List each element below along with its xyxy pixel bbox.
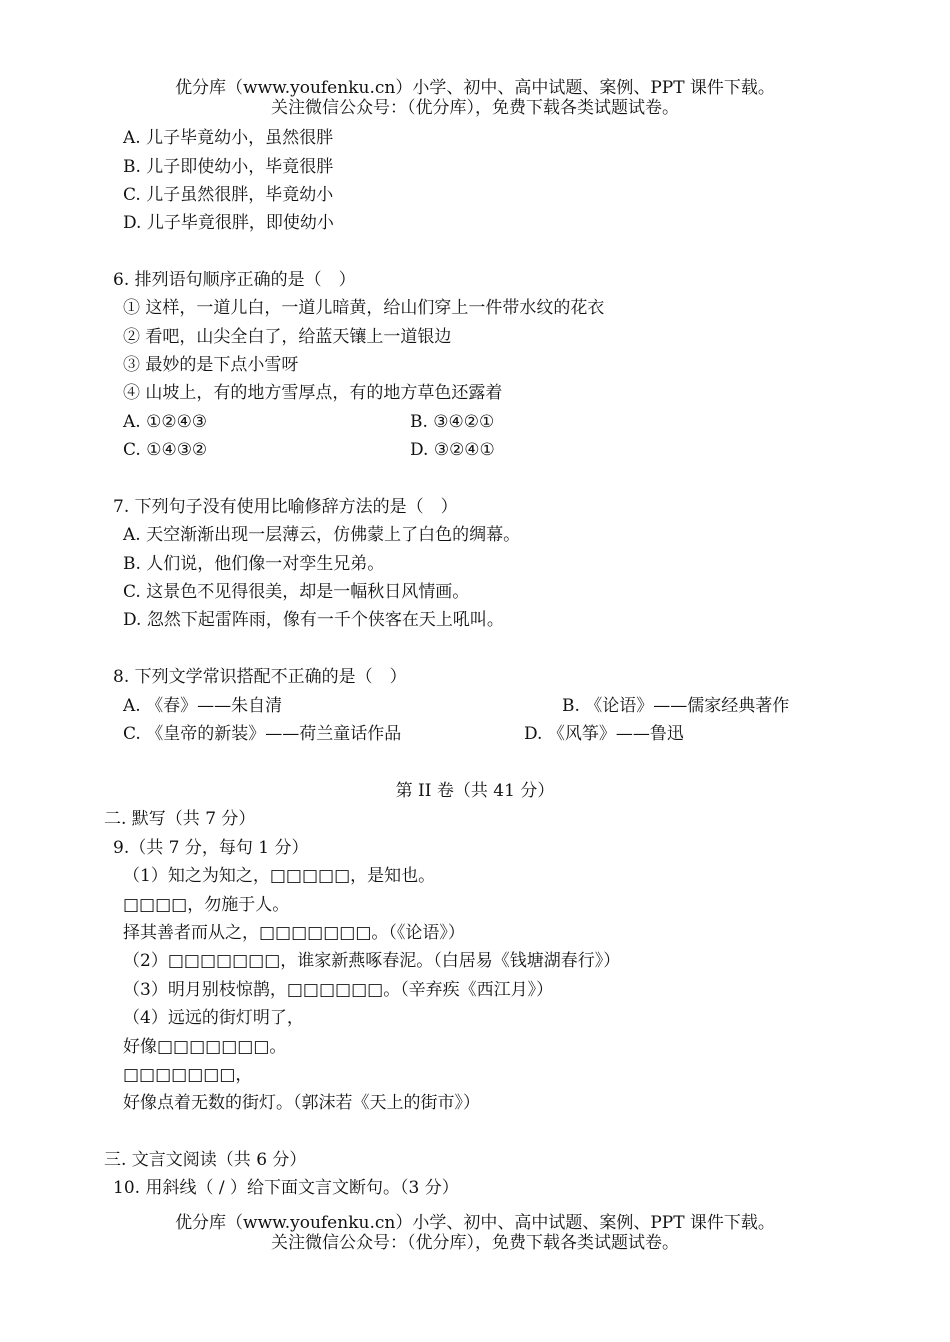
q6-sentence-4: ④ 山坡上，有的地方雪厚点，有的地方草色还露着 <box>123 383 503 403</box>
q9-line-9: 好像点着无数的街灯。（郭沫若《天上的街市》） <box>123 1093 480 1113</box>
q8-title: 8. 下列文学常识搭配不正确的是（ ） <box>113 667 407 687</box>
q7-option-a: A. 天空渐渐出现一层薄云，仿佛蒙上了白色的绸幕。 <box>123 525 521 545</box>
q9-line-8: □□□□□□□， <box>123 1065 253 1085</box>
q6-sentence-2: ② 看吧，山尖全白了，给蓝天镶上一道银边 <box>123 327 452 347</box>
q5-option-d: D. 儿子毕竟很胖，即使幼小 <box>123 213 334 233</box>
q5-option-c: C. 儿子虽然很胖，毕竟幼小 <box>123 185 334 205</box>
q9-line-4: （2）□□□□□□□，谁家新燕啄春泥。（白居易《钱塘湖春行》） <box>123 951 621 971</box>
q9-line-2: □□□□，勿施于人。 <box>123 895 290 915</box>
q7-option-c: C. 这景色不见得很美，却是一幅秋日风情画。 <box>123 582 470 602</box>
q10-title: 10. 用斜线（ / ）给下面文言文断句。（3 分） <box>113 1178 459 1198</box>
q7-option-b: B. 人们说，他们像一对孪生兄弟。 <box>123 554 385 574</box>
footer-line-2: 关注微信公众号：（优分库），免费下载各类试题试卷。 <box>271 1233 679 1253</box>
q6-option-c: C. ①④③② <box>123 440 208 460</box>
q9-line-1: （1）知之为知之，□□□□□，是知也。 <box>123 866 436 886</box>
section2-title: 二. 默写（共 7 分） <box>104 809 256 829</box>
header-line-1: 优分库（www.youfenku.cn）小学、初中、高中试题、案例、PPT 课件下载。 <box>175 78 775 98</box>
q5-option-a: A. 儿子毕竟幼小，虽然很胖 <box>123 128 334 148</box>
q6-option-a: A. ①②④③ <box>123 412 208 432</box>
q9-line-6: （4）远远的街灯明了， <box>123 1008 304 1028</box>
q6-sentence-1: ① 这样，一道儿白，一道儿暗黄，给山们穿上一件带水纹的花衣 <box>123 298 605 318</box>
footer-line-1: 优分库（www.youfenku.cn）小学、初中、高中试题、案例、PPT 课件下载。 <box>175 1213 775 1233</box>
q7-option-d: D. 忽然下起雷阵雨，像有一千个侠客在天上吼叫。 <box>123 610 504 630</box>
section3-title: 三. 文言文阅读（共 6 分） <box>104 1150 307 1170</box>
q6-sentence-3: ③ 最妙的是下点小雪呀 <box>123 355 299 375</box>
q9-line-3: 择其善者而从之，□□□□□□□。（《论语》） <box>123 923 465 943</box>
q9-line-5: （3）明月别枝惊鹊，□□□□□□。（辛弃疾《西江月》） <box>123 980 554 1000</box>
q7-title: 7. 下列句子没有使用比喻修辞方法的是（ ） <box>113 497 458 517</box>
q5-option-b: B. 儿子即使幼小，毕竟很胖 <box>123 157 334 177</box>
q8-option-c: C. 《皇帝的新装》——荷兰童话作品 <box>123 724 402 744</box>
q9-line-7: 好像□□□□□□□。 <box>123 1037 287 1057</box>
q8-option-d: D. 《风筝》——鲁迅 <box>524 724 684 744</box>
part2-title: 第 II 卷（共 41 分） <box>395 781 555 801</box>
q8-option-b: B. 《论语》——儒家经典著作 <box>562 696 790 716</box>
q6-title: 6. 排列语句顺序正确的是（ ） <box>113 270 356 290</box>
q9-title: 9.（共 7 分，每句 1 分） <box>113 838 309 858</box>
q8-option-a: A. 《春》——朱自清 <box>123 696 283 716</box>
header-line-2: 关注微信公众号：（优分库），免费下载各类试题试卷。 <box>271 98 679 118</box>
q6-option-d: D. ③②④① <box>410 440 495 460</box>
q6-option-b: B. ③④②① <box>410 412 495 432</box>
